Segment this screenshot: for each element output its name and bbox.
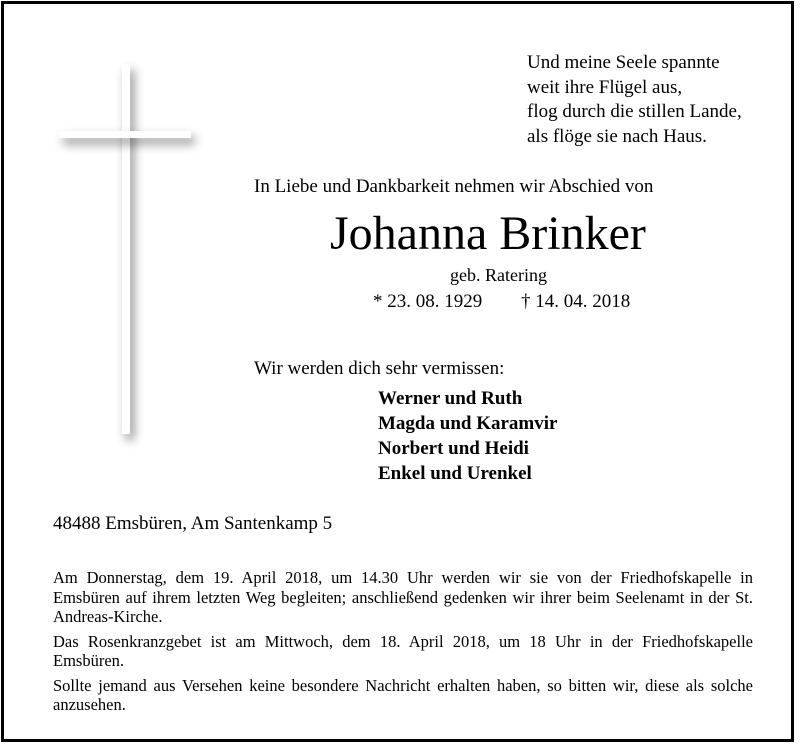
mourner-entry: Norbert und Heidi xyxy=(378,438,529,459)
note-paragraph: Das Rosenkranzgebet ist am Mittwoch, dem 18. April 2018, um 18 Uhr in der Friedhofskapelle Emsbüren. xyxy=(53,631,753,670)
intro-text: In Liebe und Dankbarkeit nehmen wir Abschied von xyxy=(254,176,654,197)
note-paragraph: Am Donnerstag, dem 19. April 2018, um 14.30 Uhr werden wir sie von der Friedhofskapelle in Emsbüren auf ihrem letzten Weg begleiten; anschließend gedenken wir ihrer beim Seelenamt in der St. Andreas-Kirche. xyxy=(53,568,753,626)
cross-joint xyxy=(122,131,130,138)
maiden-name: geb. Ratering xyxy=(450,265,547,285)
service-notes xyxy=(53,568,753,720)
poem-line: Und meine Seele spannte xyxy=(527,52,720,73)
cross-vertical-beam xyxy=(122,64,130,434)
birth-date: * 23. 08. 1929 xyxy=(373,291,483,312)
deceased-name: Johanna Brinker xyxy=(330,207,646,260)
poem xyxy=(527,51,742,149)
family-address: 48488 Emsbüren, Am Santenkamp 5 xyxy=(53,513,333,534)
miss-line: Wir werden dich sehr vermissen: xyxy=(254,358,505,379)
mourner-entry: Magda und Karamvir xyxy=(378,413,558,434)
poem-line: weit ihre Flügel aus, xyxy=(527,76,683,98)
mourner-entry: Enkel und Urenkel xyxy=(378,463,532,484)
obituary-frame xyxy=(1,1,794,742)
mourner-entry: Werner und Ruth xyxy=(378,388,523,409)
note-paragraph: Sollte jemand aus Versehen keine besondere Nachricht erhalten haben, so bitten wir, diese als solche anzusehen. xyxy=(53,675,753,714)
poem-line: als flöge sie nach Haus. xyxy=(527,125,707,147)
mourners-list xyxy=(378,386,557,486)
death-date: † 14. 04. 2018 xyxy=(521,291,631,312)
poem-line: flog durch die stillen Lande, xyxy=(527,101,742,122)
